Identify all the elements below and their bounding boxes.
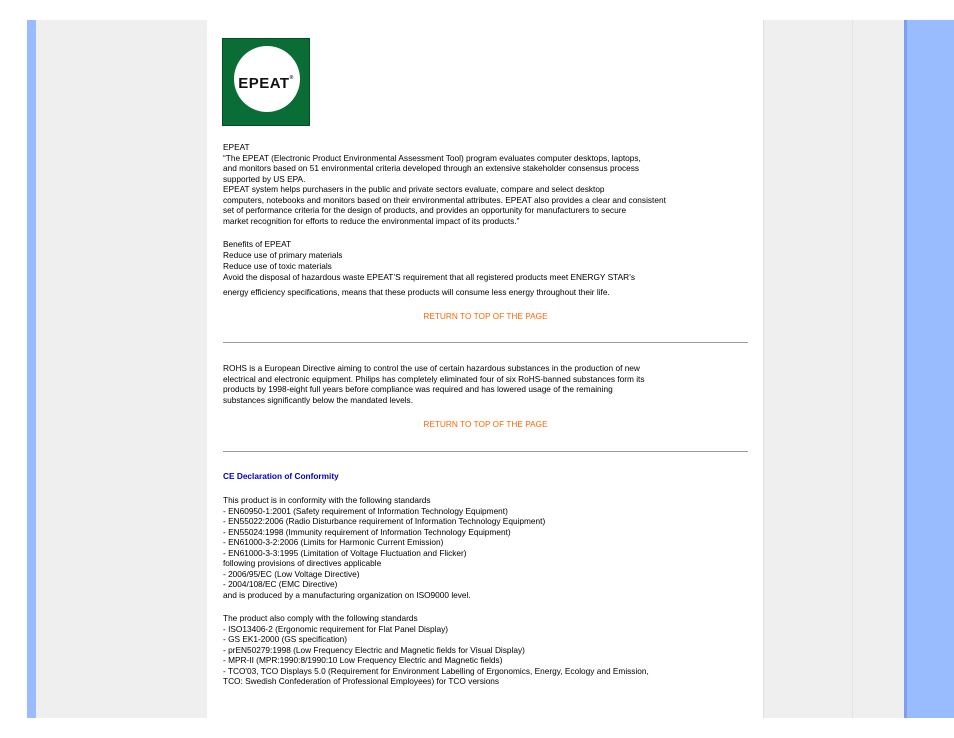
return-to-top-link[interactable]: RETURN TO TOP OF THE PAGE — [423, 311, 548, 321]
right-blue-frame-edge — [904, 20, 907, 718]
benefit-item: Avoid the disposal of hazardous waste EPEAT’S requirement that all registered products meet ENERGY STAR’s — [223, 272, 635, 282]
epeat-paragraph-line: “The EPEAT (Electronic Product Environmental Assessment Tool) program evaluates computer desktops, laptops, — [223, 152, 641, 163]
section-divider — [223, 451, 748, 452]
ce-line: following provisions of directives applicable — [223, 558, 382, 568]
left-nav-panel — [36, 20, 207, 718]
ce-line: - EN60950-1:2001 (Safety requirement of Information Technology Equipment) — [223, 505, 508, 516]
rohs-paragraph-line: ROHS is a European Directive aiming to control the use of certain hazardous substances in the production of new — [223, 363, 640, 373]
ce-line: - 2006/95/EC (Low Voltage Directive) — [223, 568, 360, 579]
epeat-logo — [222, 38, 310, 126]
benefits-title: Benefits of EPEAT — [223, 239, 292, 249]
ce-line: - 2004/108/EC (EMC Directive) — [223, 579, 338, 589]
epeat-paragraph-line: and monitors based on 51 environmental criteria developed through an extensive stakeholder consensus process — [223, 163, 640, 173]
ce-line: - EN61000-3-3:1995 (Limitation of Voltage Fluctuation and Flicker) — [223, 547, 467, 558]
rohs-paragraph-line: electrical and electronic equipment. Philips has completely eliminated four of six RoHS-banned substances form its — [223, 373, 645, 384]
epeat-paragraph-line: computers, notebooks and monitors based on their environmental attributes. EPEAT also provides a clear and consistent — [223, 194, 666, 205]
ce-line: This product is in conformity with the following standards — [223, 495, 431, 505]
ce-line: - EN61000-3-2:2006 (Limits for Harmonic Current Emission) — [223, 537, 444, 547]
epeat-paragraph-line: EPEAT system helps purchasers in the public and private sectors evaluate, compare and select desktop — [223, 184, 605, 194]
standards-line: - GS EK1-2000 (GS specification) — [223, 634, 348, 644]
rohs-paragraph-line: products by 1998-eight full years before compliance was required and has lowered usage of the remaining — [223, 384, 613, 394]
epeat-paragraph-line: supported by US EPA. — [223, 173, 306, 184]
epeat-paragraph-line: set of performance criteria for the design of products, and provides an opportunity for manufacturers to secure — [223, 205, 627, 215]
epeat-title: EPEAT — [223, 142, 250, 152]
ce-line: and is produced by a manufacturing organization on ISO9000 level. — [223, 589, 471, 600]
standards-line: TCO: Swedish Confederation of Professional Employees) for TCO versions — [223, 676, 500, 686]
benefit-item: energy efficiency specifications, means that these products will consume less energy throughout their life. — [223, 287, 610, 297]
return-to-top-link[interactable]: RETURN TO TOP OF THE PAGE — [423, 419, 548, 429]
right-panel-narrow — [852, 20, 905, 718]
standards-line: - MPR-II (MPR:1990:8/1990:10 Low Frequency Electric and Magnetic fields) — [223, 655, 503, 665]
standards-line: The product also comply with the following standards — [223, 613, 418, 623]
ce-line: - EN55022:2006 (Radio Disturbance requirement of Information Technology Equipment) — [223, 516, 546, 526]
standards-line: - TCO'03, TCO Displays 5.0 (Requirement for Environment Labelling of Ergonomics, Energy, Ecology and Emission, — [223, 665, 649, 676]
ce-declaration-heading: CE Declaration of Conformity — [223, 471, 339, 481]
epeat-logo-text: EPEAT® — [238, 75, 294, 92]
section-divider — [223, 342, 748, 343]
rohs-paragraph-line: substances significantly below the mandated levels. — [223, 394, 414, 405]
right-panel — [763, 20, 853, 718]
standards-line: - ISO13406-2 (Ergonomic requirement for Flat Panel Display) — [223, 623, 449, 634]
left-blue-frame — [27, 20, 36, 718]
ce-line: - EN55024:1998 (Immunity requirement of Information Technology Equipment) — [223, 526, 511, 537]
epeat-paragraph-line: market recognition for efforts to reduce the environmental impact of its products.” — [223, 215, 520, 226]
right-blue-frame — [904, 20, 954, 718]
benefit-item: Reduce use of toxic materials — [223, 261, 332, 271]
standards-line: - prEN50279:1998 (Low Frequency Electric and Magnetic fields for Visual Display) — [223, 644, 525, 655]
benefit-item: Reduce use of primary materials — [223, 250, 343, 260]
